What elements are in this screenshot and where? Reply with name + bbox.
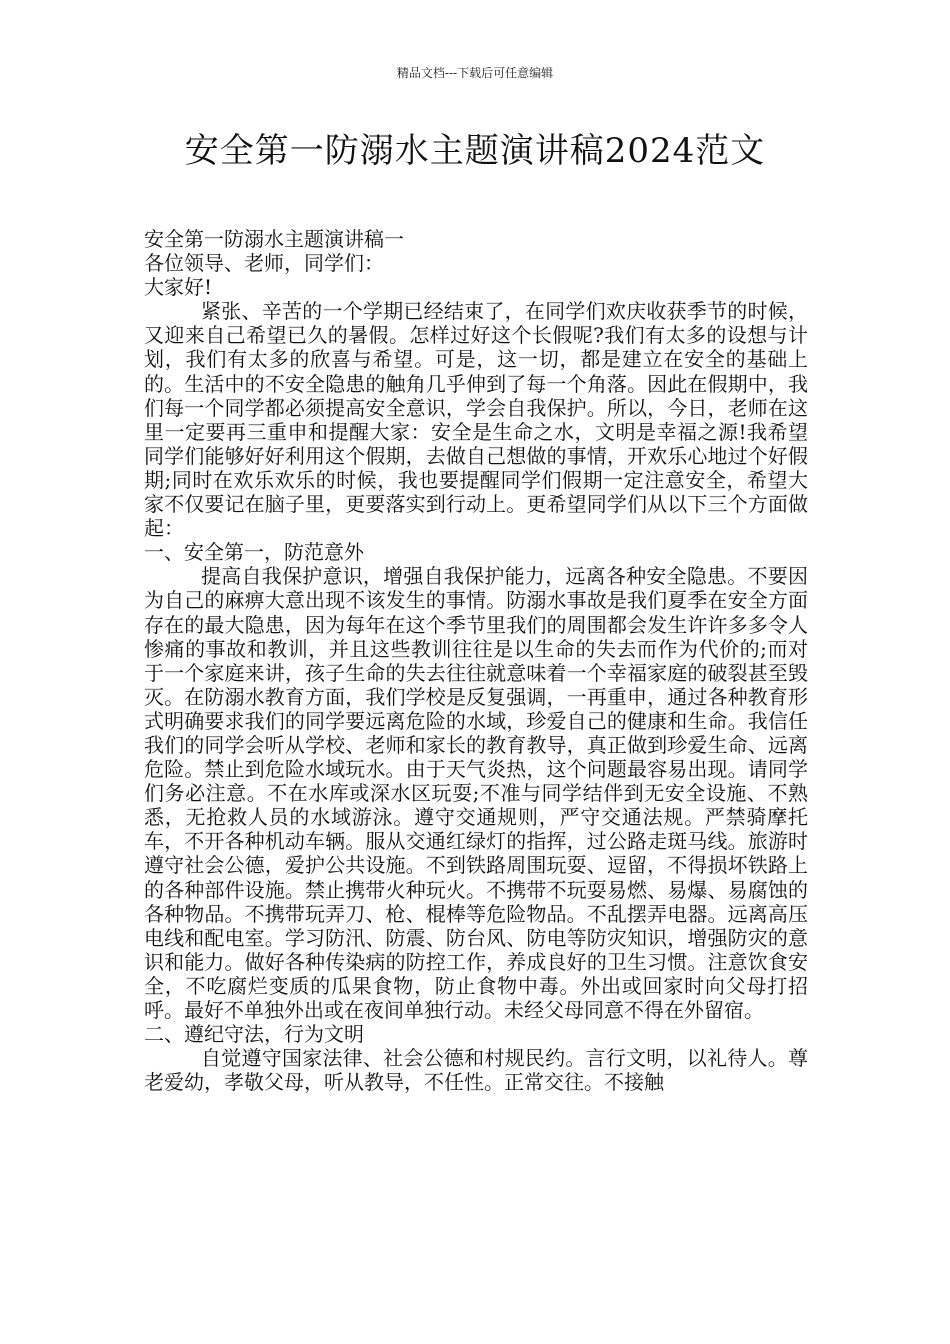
header-note: 精品文档---下载后可任意编辑	[396, 66, 554, 80]
salutation: 各位领导、老师，同学们：	[144, 251, 384, 276]
section-heading: 一、安全第一，防范意外	[144, 540, 364, 565]
document-body	[144, 227, 808, 1094]
body-paragraph: 紧张、辛苦的一个学期已经结束了，在同学们欢庆收获季节的时候，又迎来自己希望已久的暑假。怎样过好这个长假呢?我们有太多的设想与计划，我们有太多的欣喜与希望。可是，这一切，都是建立在安全的基础上的。生活中的不安全隐患的触角几乎伸到了每一个角落。因此在假期中，我们每一个同学都必须提高安全意识，学会自我保护。所以，今日，老师在这里一定要再三重申和提醒大家：安全是生命之水，文明是幸福之源!我希望同学们能够好好利用这个假期，去做自己想做的事情，开欢乐心地过个好假期;同时在欢乐欢乐的时候，我也要提醒同学们假期一定注意安全，希望大家不仅要记在脑子里，更要落实到行动上。更希望同学们从以下三个方面做起：	[144, 299, 808, 541]
body-paragraph: 提高自我保护意识，增强自我保护能力，远离各种安全隐患。不要因为自己的麻痹大意出现不该发生的事情。防溺水事故是我们夏季在安全方面存在的最大隐患，因为每年在这个季节里我们的周围都会发生许许多多令人惨痛的事故和教训，并且这些教训往往是以生命的失去而作为代价的;而对于一个家庭来讲，孩子生命的失去往往就意味着一个幸福家庭的破裂甚至毁灭。在防溺水教育方面，我们学校是反复强调，一再重申，通过各种教育形式明确要求我们的同学要远离危险的水域，珍爱自己的健康和生命。我信任我们的同学会听从学校、老师和家长的教育教导，真正做到珍爱生命、远离危险。禁止到危险水域玩水。由于天气炎热，这个问题最容易出现。请同学们务必注意。不在水库或深水区玩耍;不准与同学结伴到无安全设施、不熟悉，无抢救人员的水域游泳。遵守交通规则，严守交通法规。严禁骑摩托车，不开各种机动车辆。服从交通红绿灯的指挥，过公路走斑马线。旅游时遵守社会公德，爱护公共设施。不到铁路周围玩耍、逗留，不得损坏铁路上的各种部件设施。禁止携带火种玩火。不携带不玩耍易燃、易爆、易腐蚀的各种物品。不携带玩弄刀、枪、棍棒等危险物品。不乱摆弄电器。远离高压电线和配电室。学习防汛、防震、防台风、防电等防灾知识，增强防灾的意识和能力。做好各种传染病的防控工作，养成良好的卫生习惯。注意饮食安全，不吃腐烂变质的瓜果食物，防止食物中毒。外出或回家时向父母打招呼。最好不单独外出或在夜间单独行动。未经父母同意不得在外留宿。	[144, 564, 808, 1022]
greeting: 大家好!	[144, 275, 213, 300]
document-title: 安全第一防溺水主题演讲稿2024范文	[184, 131, 766, 171]
speech-subtitle: 安全第一防溺水主题演讲稿一	[144, 227, 404, 251]
section-heading: 二、遵纪守法，行为文明	[144, 1022, 364, 1047]
body-paragraph: 自觉遵守国家法律、社会公德和村规民约。言行文明，以礼待人。尊老爱幼，孝敬父母，听从教导，不任性。正常交往。不接触	[144, 1046, 808, 1095]
